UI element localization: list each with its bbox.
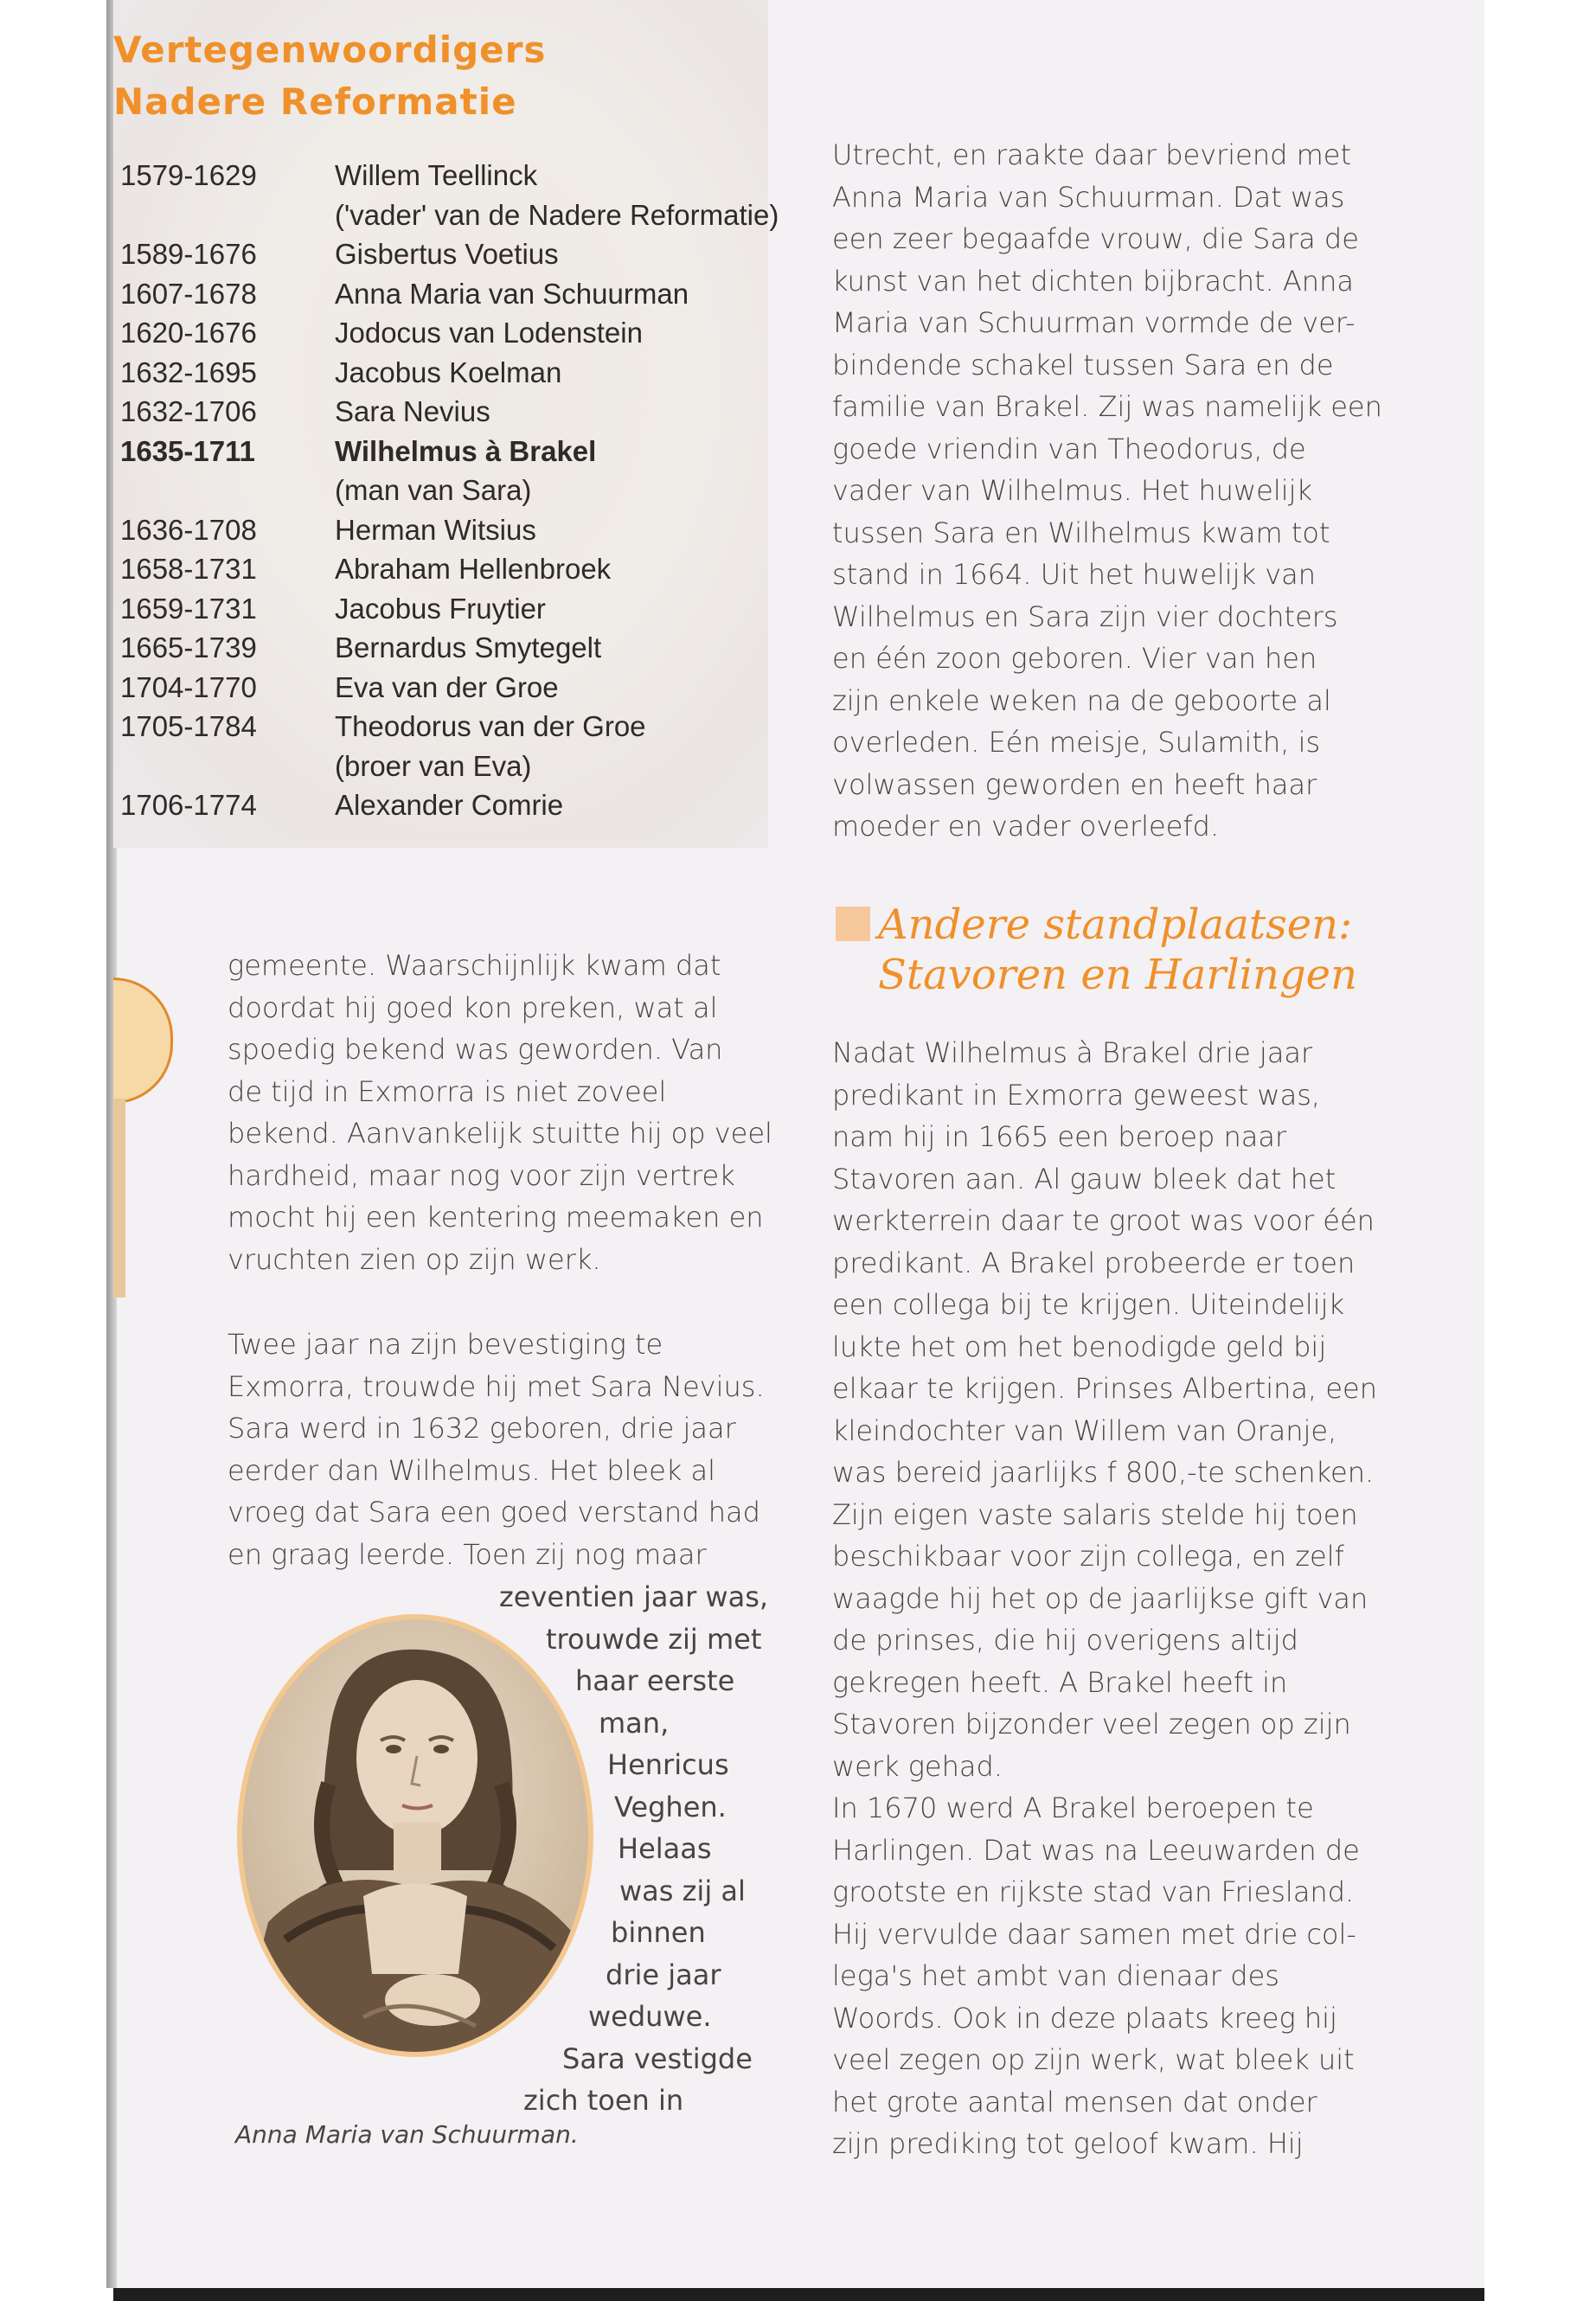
timeline-title-line: Vertegenwoordigers [113, 29, 547, 71]
text-line: waagde hij het op de jaarlijkse gift van [832, 1581, 1368, 1615]
timeline-years: 1706-1774 [120, 789, 257, 821]
timeline-name: Theodorus van der Groe [335, 710, 646, 742]
timeline-years: 1589-1676 [120, 238, 257, 270]
timeline-name: Anna Maria van Schuurman [335, 277, 689, 310]
portrait-image [234, 1611, 597, 2061]
timeline-years: 1658-1731 [120, 553, 257, 585]
timeline-name: Alexander Comrie [335, 789, 564, 821]
text-line: Helaas [618, 1832, 712, 1865]
text-line: eerder dan Wilhelmus. Het bleek al [228, 1453, 715, 1487]
text-line: In 1670 werd A Brakel beroepen te [832, 1791, 1314, 1824]
text-line: Twee jaar na zijn bevestiging te [228, 1328, 663, 1361]
text-line: veel zegen op zijn werk, wat bleek uit [832, 2043, 1355, 2076]
timeline-title [113, 24, 546, 128]
text-line: moeder en vader overleefd. [832, 810, 1220, 843]
text-line: Exmorra, trouwde hij met Sara Nevius. [228, 1369, 765, 1403]
text-line: Harlingen. Dat was na Leeuwarden de [832, 1833, 1360, 1867]
timeline-years: 1665-1739 [120, 631, 257, 663]
text-line: haar eerste [575, 1664, 735, 1697]
text-line: Stavoren aan. Al gauw bleek dat het [832, 1162, 1336, 1195]
text-line: gekregen heeft. A Brakel heeft in [832, 1665, 1288, 1699]
text-line: overleden. Eén meisje, Sulamith, is [832, 726, 1321, 759]
timeline-years: 1704-1770 [120, 670, 257, 703]
timeline-box [113, 0, 779, 848]
timeline-name: Sara Nevius [335, 395, 490, 427]
text-line: was bereid jaarlijks f 800,-te schenken. [832, 1456, 1375, 1489]
text-line: vader van Wilhelmus. Het huwelijk [832, 474, 1313, 507]
portrait-caption: Anna Maria van Schuurman. [235, 2120, 579, 2149]
text-line: spoedig bekend was geworden. Van [228, 1033, 723, 1066]
text-line: een zeer begaafde vrouw, die Sara de [832, 222, 1359, 255]
text-line: predikant in Exmorra geweest was, [832, 1078, 1321, 1112]
timeline-years: 1636-1708 [120, 513, 257, 546]
text-line: doordat hij goed kon preken, wat al [228, 990, 718, 1024]
timeline-name: Jodocus van Lodenstein [335, 317, 643, 349]
timeline-years: 1705-1784 [120, 710, 257, 742]
timeline-name: (man van Sara) [335, 474, 532, 506]
timeline-years: 1635-1711 [120, 434, 255, 467]
text-line: Stavoren bijzonder veel zegen op zijn [832, 1708, 1351, 1740]
text-line: zijn prediking tot geloof kwam. Hij [832, 2127, 1304, 2160]
text-line: werkterrein daar te groot was voor één [832, 1204, 1375, 1237]
text-line: trouwde zij met [546, 1622, 762, 1656]
text-line: gemeente. Waarschijnlijk kwam dat [228, 949, 721, 982]
text-line: binnen [611, 1916, 706, 1949]
text-line: weduwe. [588, 2000, 712, 2033]
timeline-name: Jacobus Fruytier [335, 592, 546, 625]
text-line: kunst van het dichten bijbracht. Anna [832, 264, 1354, 298]
timeline-name: Herman Witsius [335, 513, 536, 546]
text-line: hardheid, maar nog voor zijn vertrek [228, 1158, 735, 1192]
text-line: Hij vervulde daar samen met drie col- [832, 1917, 1356, 1951]
text-line: kleindochter van Willem van Oranje, [832, 1413, 1337, 1447]
text-line: zich toen in [523, 2084, 684, 2117]
text-line: Utrecht, en raakte daar bevriend met [832, 138, 1352, 171]
text-line: en één zoon geboren. Vier van hen [832, 642, 1317, 675]
heading-marker [836, 907, 870, 941]
text-line: predikant. A Brakel probeerde er toen [832, 1246, 1356, 1279]
text-line: Nadat Wilhelmus à Brakel drie jaar [832, 1036, 1313, 1069]
text-line: Henricus [607, 1748, 729, 1781]
timeline-name: Abraham Hellenbroek [335, 553, 612, 585]
text-line: familie van Brakel. Zij was namelijk een [832, 390, 1382, 423]
text-line: de tijd in Exmorra is niet zoveel [228, 1074, 667, 1108]
section-heading [878, 900, 1357, 1000]
text-line: vroeg dat Sara een goed verstand had [228, 1496, 760, 1529]
text-line: beschikbaar voor zijn collega, en zelf [832, 1540, 1344, 1573]
text-line: nam hij in 1665 een beroep naar [832, 1120, 1287, 1153]
right-column-paragraph [832, 134, 1382, 848]
text-line: zeventien jaar was, [499, 1580, 769, 1613]
chapter-tab-strip [113, 1099, 125, 1298]
timeline-years: 1659-1731 [120, 592, 257, 625]
text-line: Sara werd in 1632 geboren, drie jaar [228, 1412, 736, 1445]
timeline-years: 1620-1676 [120, 317, 257, 349]
text-line: grootste en rijkste stad van Friesland. [832, 1875, 1355, 1908]
text-line: Wilhelmus en Sara zijn vier dochters [832, 599, 1338, 633]
timeline-name: (broer van Eva) [335, 749, 532, 782]
text-line: bindende schakel tussen Sara en de [832, 348, 1334, 381]
left-column-paragraph [228, 1324, 765, 1575]
text-line: goede vriendin van Theodorus, de [832, 432, 1306, 465]
right-column-paragraph [832, 1032, 1377, 2165]
text-line: vruchten zien op zijn werk. [228, 1242, 601, 1276]
timeline-name: ('vader' van de Nadere Reformatie) [335, 198, 779, 231]
text-line: Zijn eigen vaste salaris stelde hij toen [832, 1497, 1358, 1531]
timeline-years: 1579-1629 [120, 159, 257, 191]
heading-line: Stavoren en Harlingen [878, 951, 1357, 999]
text-line: werk gehad. [832, 1749, 1003, 1783]
text-line: en graag leerde. Toen zij nog maar [228, 1537, 707, 1571]
text-line: Woords. Ook in deze plaats kreeg hij [832, 2001, 1337, 2035]
text-line: de prinses, die hij overigens altijd [832, 1624, 1298, 1657]
heading-line: Andere standplaatsen: [878, 901, 1353, 949]
text-line: zijn enkele weken na de geboorte al [832, 683, 1331, 717]
text-line: Sara vestigde [562, 2041, 753, 2075]
left-column-paragraph [228, 945, 772, 1280]
text-line: een collega bij te krijgen. Uiteindelijk [832, 1288, 1345, 1321]
text-line: was zij al [619, 1874, 746, 1907]
timeline-name: Bernardus Smytegelt [335, 631, 602, 663]
timeline-name: Eva van der Groe [335, 670, 559, 703]
text-line: man, [599, 1706, 670, 1740]
timeline-years: 1632-1706 [120, 395, 257, 427]
timeline-years: 1632-1695 [120, 356, 257, 388]
timeline-name: Wilhelmus à Brakel [335, 434, 597, 467]
text-line: volwassen geworden en heeft haar [832, 767, 1317, 801]
text-line: Anna Maria van Schuurman. Dat was [832, 180, 1345, 214]
text-line: stand in 1664. Uit het huwelijk van [832, 558, 1317, 591]
timeline-name: Jacobus Koelman [335, 356, 562, 388]
page-bottom-edge [113, 2288, 1484, 2301]
text-line: het grote aantal mensen dat onder [832, 2085, 1317, 2118]
text-line: mocht hij een kentering meemaken en [228, 1201, 764, 1234]
timeline-title-line: Nadere Reformatie [113, 80, 517, 123]
text-line: bekend. Aanvankelijk stuitte hij op veel [228, 1117, 772, 1150]
timeline-name: Willem Teellinck [335, 159, 538, 191]
text-line: drie jaar [606, 1958, 721, 1991]
text-line: elkaar te krijgen. Prinses Albertina, een [832, 1372, 1378, 1405]
text-line: Veghen. [614, 1790, 727, 1823]
timeline-years: 1607-1678 [120, 277, 257, 310]
text-line: lega's het ambt van dienaar des [832, 1959, 1279, 1992]
timeline-name: Gisbertus Voetius [335, 238, 559, 270]
text-line: tussen Sara en Wilhelmus kwam tot [832, 516, 1330, 549]
text-line: lukte het om het benodigde geld bij [832, 1330, 1327, 1363]
text-line: Maria van Schuurman vormde de ver- [832, 306, 1356, 339]
